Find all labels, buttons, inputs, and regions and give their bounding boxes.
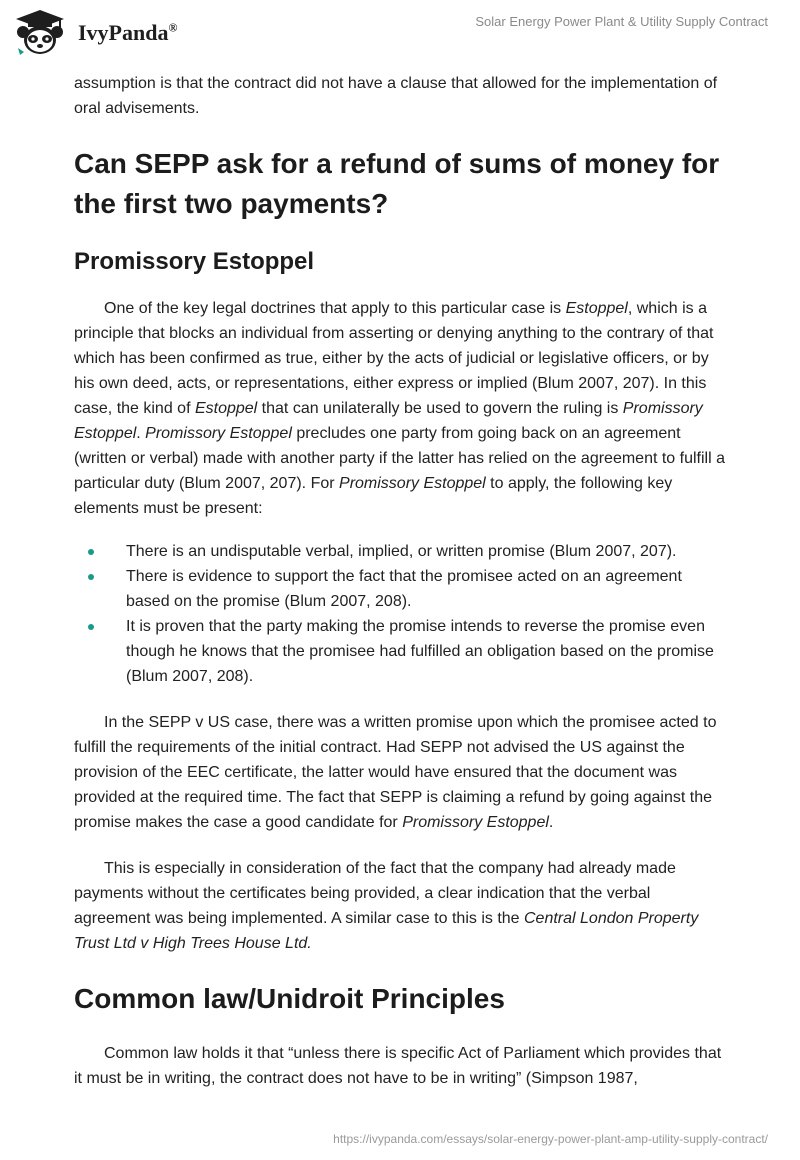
heading-refund: Can SEPP ask for a refund of sums of money for the first two payments? — [74, 148, 720, 219]
paragraph-sepp-case: In the SEPP v US case, there was a written promise upon which the promisee acted to fulfill the requirements of the initial contract. Had SEPP not advised the US against the provision of the EEC certificate, the latter would have ensured that the document was provided at the required time. The fact that SEPP is claiming a refund by going against the promise makes the case a good candidate for Promissory Estoppel. — [74, 714, 717, 831]
bullet-dot-icon — [88, 549, 94, 555]
paragraph-estoppel: One of the key legal doctrines that apply to this particular case is Estoppel, which is a principle that blocks an individual from asserting or denying anything to the contrary of that which has been confirmed as true, either by the acts of judicial or legislative officers, or by his own deed, acts, or representations, either express or implied (Blum 2007, 207). In this case, the kind of Estoppel that can unilaterally be used to govern the ruling is Promissory Estoppel. Promissory Estoppel precludes one party from going back on an agreement (written or verbal) made with another party if the latter has relied on the agreement to fulfill a particular duty (Blum 2007, 207). For Promissory Estoppel to apply, the following key elements must be present: — [74, 300, 725, 517]
elements-list — [74, 539, 726, 689]
panda-graduate-logo-icon — [14, 8, 66, 56]
list-item: There is evidence to support the fact that the promisee acted on an agreement based on the promise (Blum 2007, 208). — [74, 564, 726, 614]
bullet-dot-icon — [88, 574, 94, 580]
list-item: It is proven that the party making the promise intends to reverse the promise even though he knows that the promisee had fulfilled an obligation based on the promise (Blum 2007, 208). — [74, 614, 726, 689]
list-item: There is an undisputable verbal, implied, or written promise (Blum 2007, 207). — [74, 539, 726, 564]
source-url-link[interactable]: https://ivypanda.com/essays/solar-energy-power-plant-amp-utility-supply-contract/ — [333, 1132, 768, 1146]
heading-promissory-estoppel: Promissory Estoppel — [74, 248, 315, 275]
paragraph-common-law: Common law holds it that “unless there is specific Act of Parliament which provides that it must be in writing, the contract does not have to be in writing” (Simpson 1987, — [74, 1045, 722, 1087]
article-body — [74, 71, 726, 1091]
heading-common-law: Common law/Unidroit Principles — [74, 983, 505, 1014]
paragraph-consideration: This is especially in consideration of the fact that the company had already made payments without the certificates being provided, a clear indication that the verbal agreement was being implemented. A similar case to this is the Central London Property Trust Ltd v High Trees House Ltd. — [74, 860, 699, 952]
brand-name: IvyPanda® — [78, 20, 178, 45]
brand-logo[interactable] — [14, 8, 204, 56]
document-title: Solar Energy Power Plant & Utility Supply Contract — [475, 14, 768, 29]
paragraph-intro-continued: assumption is that the contract did not have a clause that allowed for the implementation of oral advisements. — [74, 75, 718, 117]
bullet-dot-icon — [88, 624, 94, 630]
page-header — [0, 0, 800, 64]
